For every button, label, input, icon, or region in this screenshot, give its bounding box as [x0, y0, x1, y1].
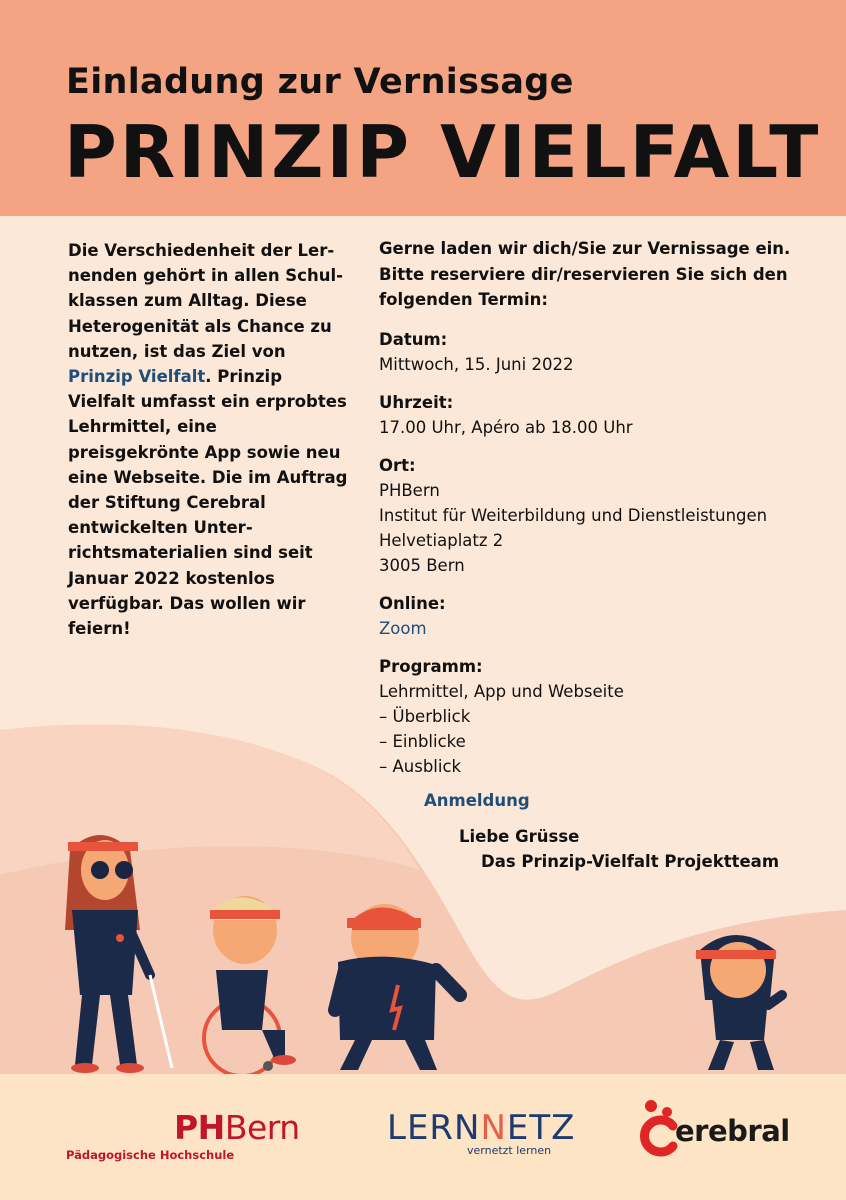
- closing-greeting: Liebe Grüsse: [459, 827, 580, 846]
- lernetz-tagline: vernetzt lernen: [467, 1144, 552, 1157]
- date-label: Datum:: [379, 329, 448, 349]
- character-girl: [696, 935, 782, 1070]
- illustration-characters: [0, 820, 846, 1080]
- lernetz-logo-n: N: [480, 1108, 507, 1148]
- place-label: Ort:: [379, 455, 416, 475]
- character-wheelchair-boy: [204, 896, 296, 1076]
- place-line: Helvetiaplatz 2: [379, 530, 504, 550]
- zoom-link[interactable]: Zoom: [379, 618, 427, 638]
- time-value: 17.00 Uhr, Apéro ab 18.00 Uhr: [379, 417, 633, 437]
- event-details: [379, 236, 799, 792]
- intro-text-part2: . Prinzip Vielfalt umfasst ein erprobtes Lehrmittel, eine preisgekrönte App sowie neu eine Webseite. Die im Auftrag der Stiftung Cerebral entwickelten Unterrichtsmaterialien sind seit Januar 2022 kostenlos verfügbar. Das wollen wir feiern!: [68, 367, 348, 639]
- program-label: Programm:: [379, 656, 483, 676]
- place-address: [379, 478, 799, 578]
- page-subtitle: Einladung zur Vernissage: [66, 62, 574, 102]
- lernetz-logo[interactable]: [387, 1108, 576, 1157]
- program-item: – Überblick: [379, 706, 471, 726]
- phbern-logo-bern: Bern: [224, 1108, 300, 1147]
- program-item: – Ausblick: [379, 756, 462, 776]
- header-banner: [0, 0, 846, 216]
- time-label: Uhrzeit:: [379, 392, 454, 412]
- intro-text-part1: Die Verschiedenheit der Lernenden gehört in allen Schulklassen zum Alltag. Diese Heterogenität als Chance zu nutzen, ist das Ziel von: [68, 241, 343, 361]
- intro-paragraph: [68, 238, 348, 641]
- prinzip-vielfalt-link[interactable]: Prinzip Vielfalt: [68, 367, 206, 387]
- invitation-text: Gerne laden wir dich/Sie zur Vernissage ein. Bitte reserviere dir/reservieren Sie sich den folgenden Termin:: [379, 239, 791, 309]
- registration-link[interactable]: Anmeldung: [424, 791, 530, 810]
- cerebral-logo[interactable]: [637, 1098, 790, 1158]
- program-item: Lehrmittel, App und Webseite: [379, 681, 624, 701]
- lernetz-logo-part2: ETZ: [506, 1108, 576, 1148]
- phbern-logo-ph: PH: [174, 1108, 225, 1147]
- character-walking-boy: [335, 904, 460, 1070]
- date-value: Mittwoch, 15. Juni 2022: [379, 354, 574, 374]
- closing-sender: Das Prinzip-Vielfalt Projektteam: [481, 852, 780, 871]
- program-item: – Einblicke: [379, 731, 466, 751]
- program-list: [379, 679, 799, 779]
- character-blind-woman: [65, 835, 172, 1073]
- lernetz-logo-part1: LERN: [387, 1108, 481, 1148]
- online-label: Online:: [379, 593, 446, 613]
- place-line: PHBern: [379, 480, 440, 500]
- place-line: 3005 Bern: [379, 555, 465, 575]
- page-title: PRINZIP VIELFALT: [64, 110, 822, 194]
- phbern-subtitle: Pädagogische Hochschule: [66, 1148, 235, 1162]
- place-line: Institut für Weiterbildung und Dienstleistungen: [379, 505, 768, 525]
- cerebral-wordmark: erebral: [675, 1114, 790, 1148]
